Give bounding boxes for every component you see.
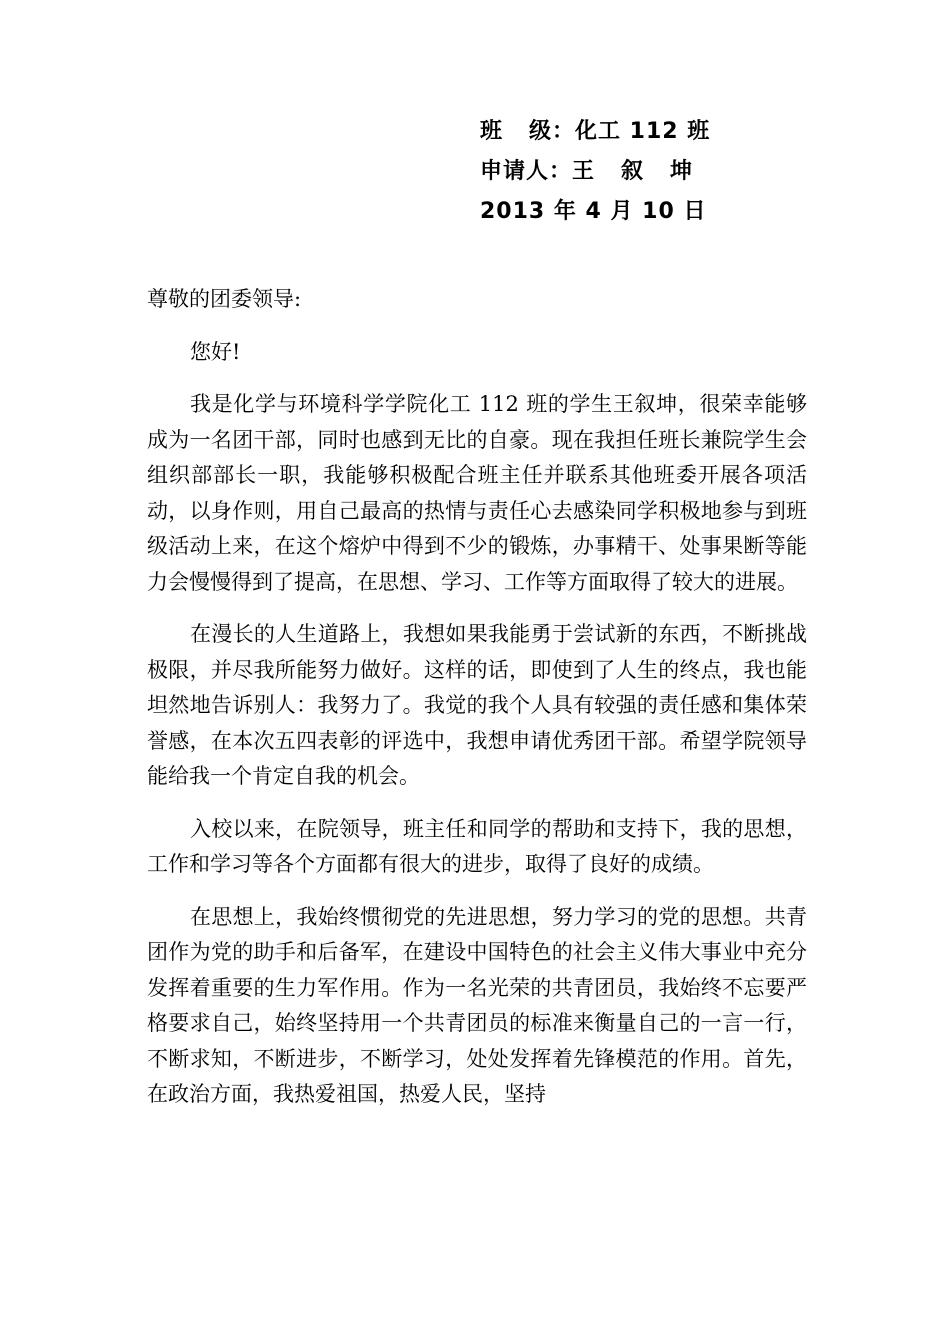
class-line: 班 级：化工 112 班 [480, 119, 711, 144]
letter-paragraph: 在漫长的人生道路上，我想如果我能勇于尝试新的东西，不断挑战极限，并尽我所能努力做好。这样的话，即使到了人生的终点，我也能坦然地告诉别人：我努力了。我觉的我个人具有较强的责任感和集体荣誉感，在本次五四表彰的评选中，我想申请优秀团干部。希望学院领导能给我一个肯定自我的机会。 [147, 622, 807, 788]
letter-paragraph: 入校以来，在院领导，班主任和同学的帮助和支持下，我的思想，工作和学习等各个方面都有很大的进步，取得了良好的成绩。 [147, 816, 807, 876]
letter-salutation: 尊敬的团委领导: [147, 287, 302, 311]
letter-paragraph: 在思想上，我始终惯彻党的先进思想，努力学习的党的思想。共青团作为党的助手和后备军，在建设中国特色的社会主义伟大事业中充分发挥着重要的生力军作用。作为一名光荣的共青团员，我始终不忘要严格要求自己，始终坚持用一个共青团员的标准来衡量自己的一言一行，不断求知，不断进步，不断学习，处处发挥着先锋模范的作用。首先，在政治方面，我热爱祖国，热爱人民，坚持 [147, 904, 807, 1106]
applicant-info-block [480, 112, 780, 232]
letter-greeting: 您好! [190, 339, 241, 364]
letter-body [147, 282, 807, 1113]
applicant-line: 申请人：王 叙 坤 [480, 159, 693, 184]
date-line: 2013 年 4 月 10 日 [480, 199, 707, 224]
letter-paragraph: 我是化学与环境科学学院化工 112 班的学生王叙坤，很荣幸能够成为一名团干部，同时也感到无比的自豪。现在我担任班长兼院学生会组织部部长一职，我能够积极配合班主任并联系其他班委开展各项活动，以身作则，用自己最高的热情与责任心去感染同学积极地参与到班级活动上来，在这个熔炉中得到不少的锻炼，办事精干、处事果断等能力会慢慢得到了提高，在思想、学习、工作等方面取得了较大的进展。 [147, 392, 807, 594]
